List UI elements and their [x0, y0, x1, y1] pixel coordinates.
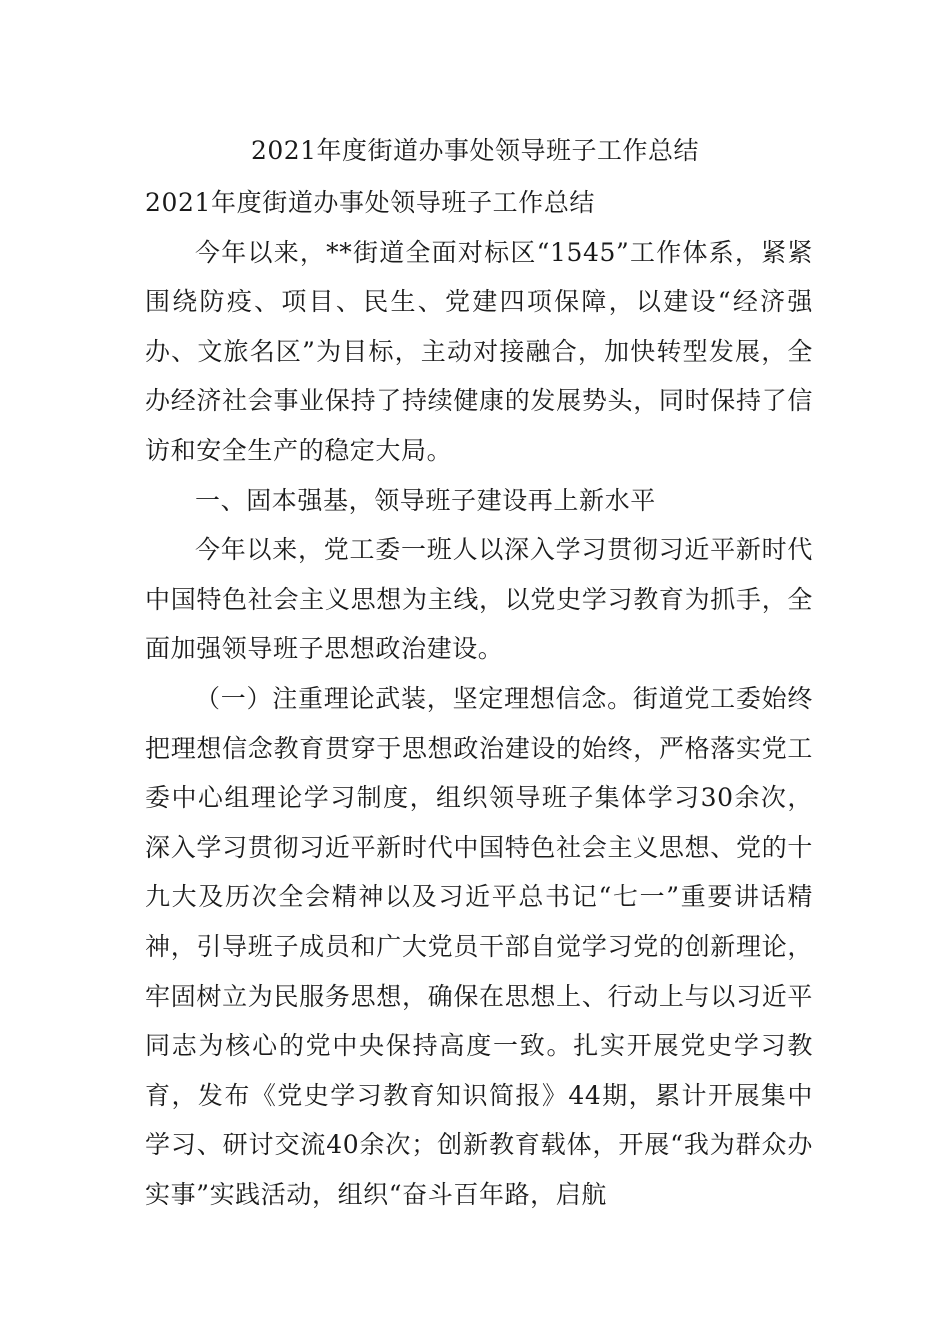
- intro-paragraph: 今年以来，**街道全面对标区“1545”工作体系，紧紧围绕防疫、项目、民生、党建四项保障，以建设“经济强办、文旅名区”为目标，主动对接融合，加快转型发展，全办经济社会事业保持了持续健康的发展势头，同时保持了信访和安全生产的稳定大局。: [145, 237, 813, 465]
- section-heading: 一、固本强基，领导班子建设再上新水平: [195, 485, 656, 515]
- document-subtitle: 2021年度街道办事处领导班子工作总结: [145, 188, 596, 217]
- section-paragraph: 今年以来，党工委一班人以深入学习贯彻习近平新时代中国特色社会主义思想为主线，以党史学习教育为抓手，全面加强领导班子思想政治建设。: [145, 535, 813, 664]
- document-body: [145, 178, 813, 1219]
- document-title: 2021年度街道办事处领导班子工作总结: [250, 136, 700, 165]
- subsection-paragraph: （一）注重理论武装，坚定理想信念。街道党工委始终把理想信念教育贯穿于思想政治建设的始终，严格落实党工委中心组理论学习制度，组织领导班子集体学习30余次，深入学习贯彻习近平新时代中国特色社会主义思想、党的十九大及历次全会精神以及习近平总书记“七一”重要讲话精神，引导班子成员和广大党员干部自觉学习党的创新理论，牢固树立为民服务思想，确保在思想上、行动上与以习近平同志为核心的党中央保持高度一致。扎实开展党史学习教育，发布《党史学习教育知识简报》44期，累计开展集中学习、研讨交流40余次；创新教育载体，开展“我为群众办实事”实践活动，组织“奋斗百年路，启航: [145, 683, 813, 1209]
